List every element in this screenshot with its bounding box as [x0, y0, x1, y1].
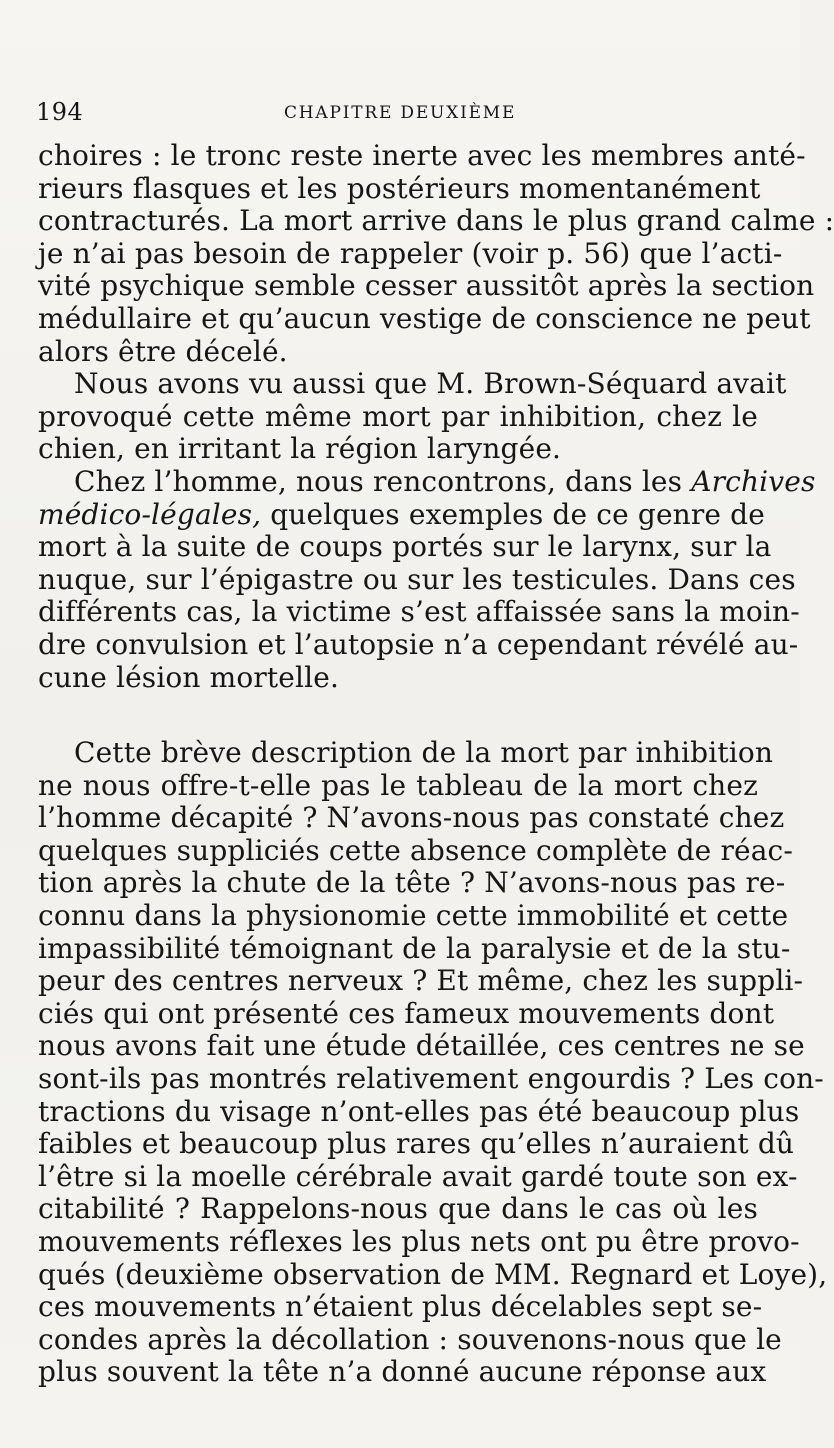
- text-line: sont-ils pas montrés relativement engourdis ? Les con-: [38, 1062, 824, 1096]
- text-line: [38, 464, 816, 499]
- text-line: l’être si la moelle cérébrale avait gardé toute son ex-: [38, 1159, 798, 1193]
- paragraph-4: [38, 736, 828, 1389]
- text-line: ne nous offre-t-elle pas le tableau de la mort chez: [38, 768, 758, 802]
- text-line: nuque, sur l’épigastre ou sur les testicules. Dans ces: [38, 562, 796, 596]
- italic-title: médico-légales,: [38, 497, 262, 531]
- text-line: mouvements réflexes les plus nets ont pu être provo-: [38, 1225, 800, 1258]
- paragraph-2: [38, 367, 787, 466]
- text-line: vité psychique semble cesser aussitôt après la section: [38, 269, 815, 303]
- text-segment: quelques exemples de ce genre de: [261, 497, 765, 531]
- page-number: 194: [36, 98, 84, 126]
- paragraph-1: [38, 139, 834, 368]
- text-line: tractions du visage n’ont-elles pas été beaucoup plus: [38, 1094, 800, 1128]
- text-line: connu dans la physionomie cette immobilité et cette: [38, 899, 789, 933]
- text-line: cune lésion mortelle.: [38, 660, 340, 694]
- text-line: [38, 497, 765, 532]
- text-line: alors être décelé.: [38, 334, 288, 368]
- text-line: contracturés. La mort arrive dans le plus grand calme :: [38, 204, 834, 238]
- text-line: plus souvent la tête n’a donné aucune réponse aux: [38, 1355, 767, 1389]
- text-line: différents cas, la victime s’est affaissée sans la moin-: [38, 595, 800, 629]
- paragraph-3: [38, 464, 816, 694]
- text-line: impassibilité témoignant de la paralysie et de la stu-: [38, 931, 791, 965]
- italic-title: Archives: [691, 464, 816, 498]
- text-line: citabilité ? Rappelons-nous que dans le cas où les: [38, 1192, 758, 1226]
- text-line: nous avons fait une étude détaillée, ces centres ne se: [38, 1029, 805, 1063]
- text-line: médullaire et qu’aucun vestige de conscience ne peut: [38, 301, 811, 335]
- text-line: faibles et beaucoup plus rares qu’elles n’auraient dû: [38, 1127, 795, 1161]
- text-line: chien, en irritant la région laryngée.: [38, 432, 562, 466]
- text-line: tion après la chute de la tête ? N’avons-nous pas re-: [38, 866, 786, 900]
- page-header: [36, 98, 756, 132]
- text-line: Nous avons vu aussi que M. Brown-Séquard avait: [74, 367, 787, 401]
- text-line: mort à la suite de coups portés sur le larynx, sur la: [38, 530, 772, 564]
- text-line: quelques suppliciés cette absence complète de réac-: [38, 833, 793, 867]
- text-line: qués (deuxième observation de MM. Regnard et Loye),: [38, 1257, 828, 1291]
- text-line: ces mouvements n’étaient plus décelables sept se-: [38, 1290, 763, 1324]
- text-line: peur des centres nerveux ? Et même, chez les suppli-: [38, 964, 804, 998]
- text-line: l’homme décapité ? N’avons-nous pas constaté chez: [38, 801, 785, 835]
- section-break: [38, 694, 758, 737]
- body-text: [38, 139, 834, 1389]
- text-line: provoqué cette même mort par inhibition, chez le: [38, 399, 758, 433]
- text-line: condes après la décollation : souvenons-nous que le: [38, 1322, 782, 1356]
- text-line: rieurs flasques et les postérieurs momentanément: [38, 171, 761, 205]
- text-line: dre convulsion et l’autopsie n’a cependant révélé au-: [38, 627, 799, 661]
- running-head: CHAPITRE DEUXIÈME: [284, 103, 517, 123]
- text-line: choires : le tronc reste inerte avec les membres anté-: [38, 139, 806, 172]
- text-line: Cette brève description de la mort par inhibition: [74, 736, 774, 770]
- text-segment: Chez l’homme, nous rencontrons, dans les: [74, 464, 683, 498]
- text-line: je n’ai pas besoin de rappeler (voir p. 56) que l’acti-: [38, 236, 783, 270]
- text-line: ciés qui ont présenté ces fameux mouvements dont: [38, 996, 775, 1030]
